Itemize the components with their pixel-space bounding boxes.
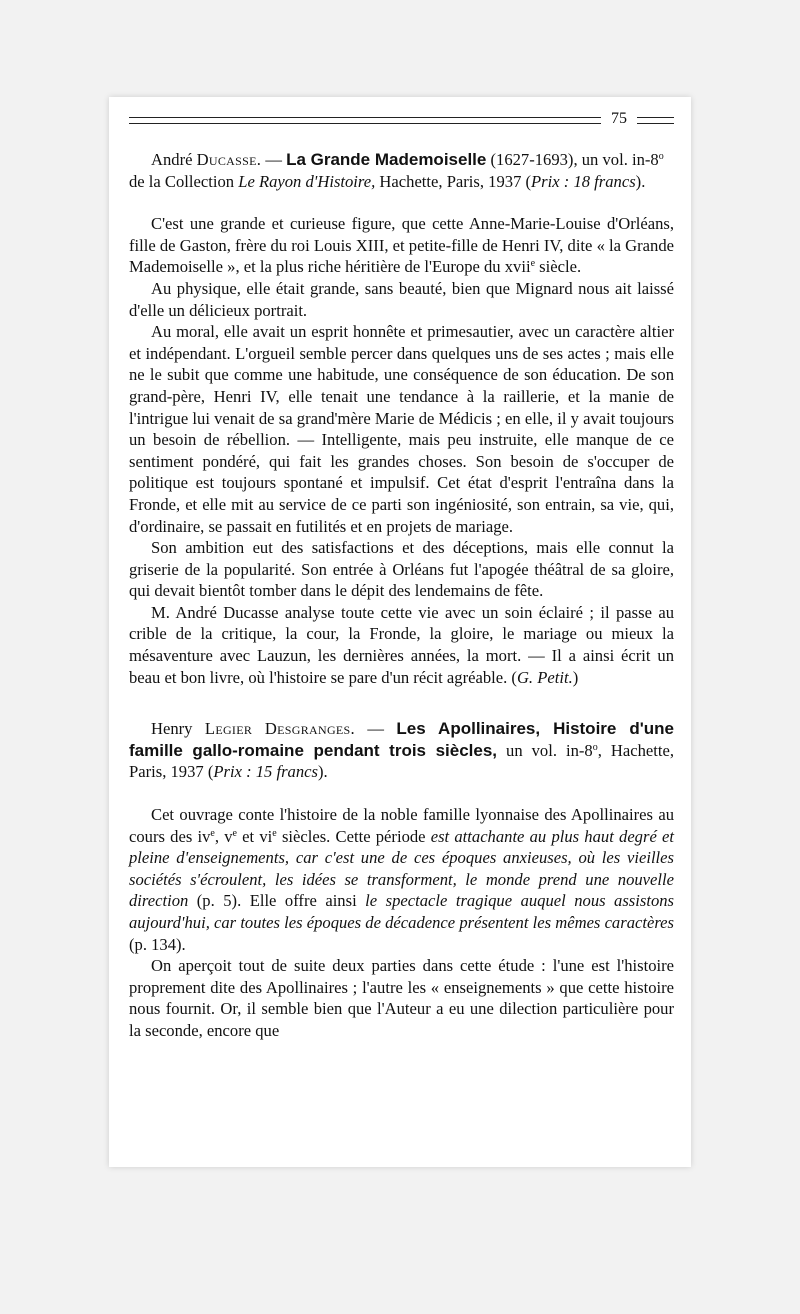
review-1-citation — [129, 149, 674, 192]
paragraph-text: C'est une grande et curieuse figure, que cette Anne-Marie-Louise d'Orléans, fille de Gaston, frère du roi Louis XIII, et petite-fille de Henri IV, dite « la Grande Mademoiselle », et la plus riche héritière de l'Europe du xvii — [129, 214, 674, 277]
citation-author-first: André — [151, 150, 193, 169]
citation-author-last: Legier Desgranges. — [204, 719, 355, 739]
citation-close: ). — [317, 762, 328, 782]
degree-mark: o — [658, 151, 664, 162]
superscript: e — [232, 827, 237, 839]
book-publisher: , Hachette, Paris, 1937 ( — [129, 740, 674, 782]
review-1-paragraph-4: Son ambition eut des satisfactions et des déceptions, mais elle connut la griserie de la popularité. Son entrée à Orléans fut l'apogée théâtral de sa gloire, qui devait bientôt tomber dans le dépit des lendemains de fête. — [129, 538, 674, 601]
citation-close: ). — [635, 171, 646, 191]
book-title: Les Apollinaires, Histoire d'une famille gallo-romaine pendant trois siècles, — [129, 719, 674, 760]
paragraph-text: Cet ouvrage conte l'histoire de la noble famille lyonnaise des Apollinaires au cours des iv — [129, 805, 674, 846]
book-price: Prix : 18 francs — [531, 171, 636, 191]
paragraph-text: (p. 5). Elle offre ainsi — [188, 891, 366, 911]
book-details-2: de la Collection — [129, 171, 239, 191]
book-page — [109, 97, 691, 1167]
citation-dash: — — [261, 150, 287, 169]
page-content — [129, 149, 674, 1042]
book-details: un vol. in-8 — [577, 150, 659, 169]
quoted-passage: est attachante au plus haut degré et pleine d'enseignements, car c'est une de ces époques anxieuses, où les vieilles sociétés s'écroulent, les idées se transforment, le monde prend une nouvelle direction — [129, 826, 674, 911]
review-1-paragraph-5 — [129, 602, 674, 688]
review-1-paragraph-3: Au moral, elle avait un esprit honnête et primesautier, avec un caractère altier et indépendant. L'orgueil semble percer dans quelques uns de ses actes ; mais elle ne le subit que comme une habitude, une conséquence de son éducation. De son grand-père, Henri IV, elle tenait une tendance à la raillerie, et la manie de l'intrigue lui venait de sa grand'mère Marie de Médicis ; en elle, il y avait toujours un besoin de rébellion. — Intelligente, mais peu instruite, elle manque de ce sentiment pondéré, qui fait les grandes choses. Son besoin de s'occuper de politique est toujours spontané et impulsif. Cet état d'esprit l'entraîna dans la Fronde, et elle mit au service de ce parti son ingéniosité, son entrain, sa vie, qui, d'ordinaire, se passait en futilités et en projets de mariage. — [129, 322, 674, 536]
paragraph-text: , v — [214, 826, 233, 846]
review-2-paragraph-2: On aperçoit tout de suite deux parties dans cette étude : l'une est l'histoire proprement dite des Apollinaires ; l'autre les « enseignements » que cette histoire nous fournit. Or, il semble bien que l'Auteur a eu une dilection particulière pour la seconde, encore que — [129, 956, 674, 1040]
citation-author-last: Ducasse. — [196, 150, 262, 169]
superscript: e — [530, 258, 536, 270]
header-rule-right — [637, 117, 674, 124]
page-header — [129, 109, 674, 129]
review-1-paragraph-1 — [129, 213, 674, 278]
superscript: e — [272, 827, 277, 839]
review-2-citation — [129, 718, 674, 783]
superscript: e — [210, 827, 215, 839]
citation-author-first: Henry — [151, 719, 193, 739]
paragraph-text: siècles. Cette période — [276, 826, 431, 846]
degree-mark: o — [592, 741, 598, 753]
review-2-paragraph-1 — [129, 804, 674, 955]
reviewer-signature: G. Petit. — [516, 667, 573, 687]
paragraph-text: (p. 134). — [129, 934, 186, 954]
paragraph-text: M. André Ducasse analyse toute cette vie avec un soin éclairé ; il passe au crible de la critique, la cour, la Fronde, la gloire, le mariage ou mieux la mésaventure avec Lauzun, les dernières années, la mort. — Il a ainsi écrit un beau et bon livre, où l'histoire se pare d'un récit agréable. ( — [129, 602, 674, 687]
paragraph-text: siècle. — [535, 257, 582, 277]
quoted-passage: le spectacle tragique auquel nous assistons aujourd'hui, car toutes les époques de décadence présentent les mêmes caractères — [129, 891, 674, 932]
book-details: un vol. in-8 — [497, 740, 593, 760]
paragraph-text: et vi — [236, 826, 273, 846]
book-series: Le Rayon d'Histoire, — [238, 171, 376, 191]
paragraph-text: ) — [572, 667, 579, 687]
header-rule-left — [129, 117, 601, 124]
book-dates: (1627-1693), — [486, 150, 578, 169]
review-1-paragraph-2: Au physique, elle était grande, sans beauté, bien que Mignard nous ait laissé d'elle un délicieux portrait. — [129, 278, 674, 320]
page-number: 75 — [611, 110, 627, 127]
citation-dash: — — [354, 719, 397, 739]
book-price: Prix : 15 francs — [213, 762, 318, 782]
book-title: La Grande Mademoiselle — [286, 150, 487, 169]
book-publisher: Hachette, Paris, 1937 ( — [375, 171, 532, 191]
